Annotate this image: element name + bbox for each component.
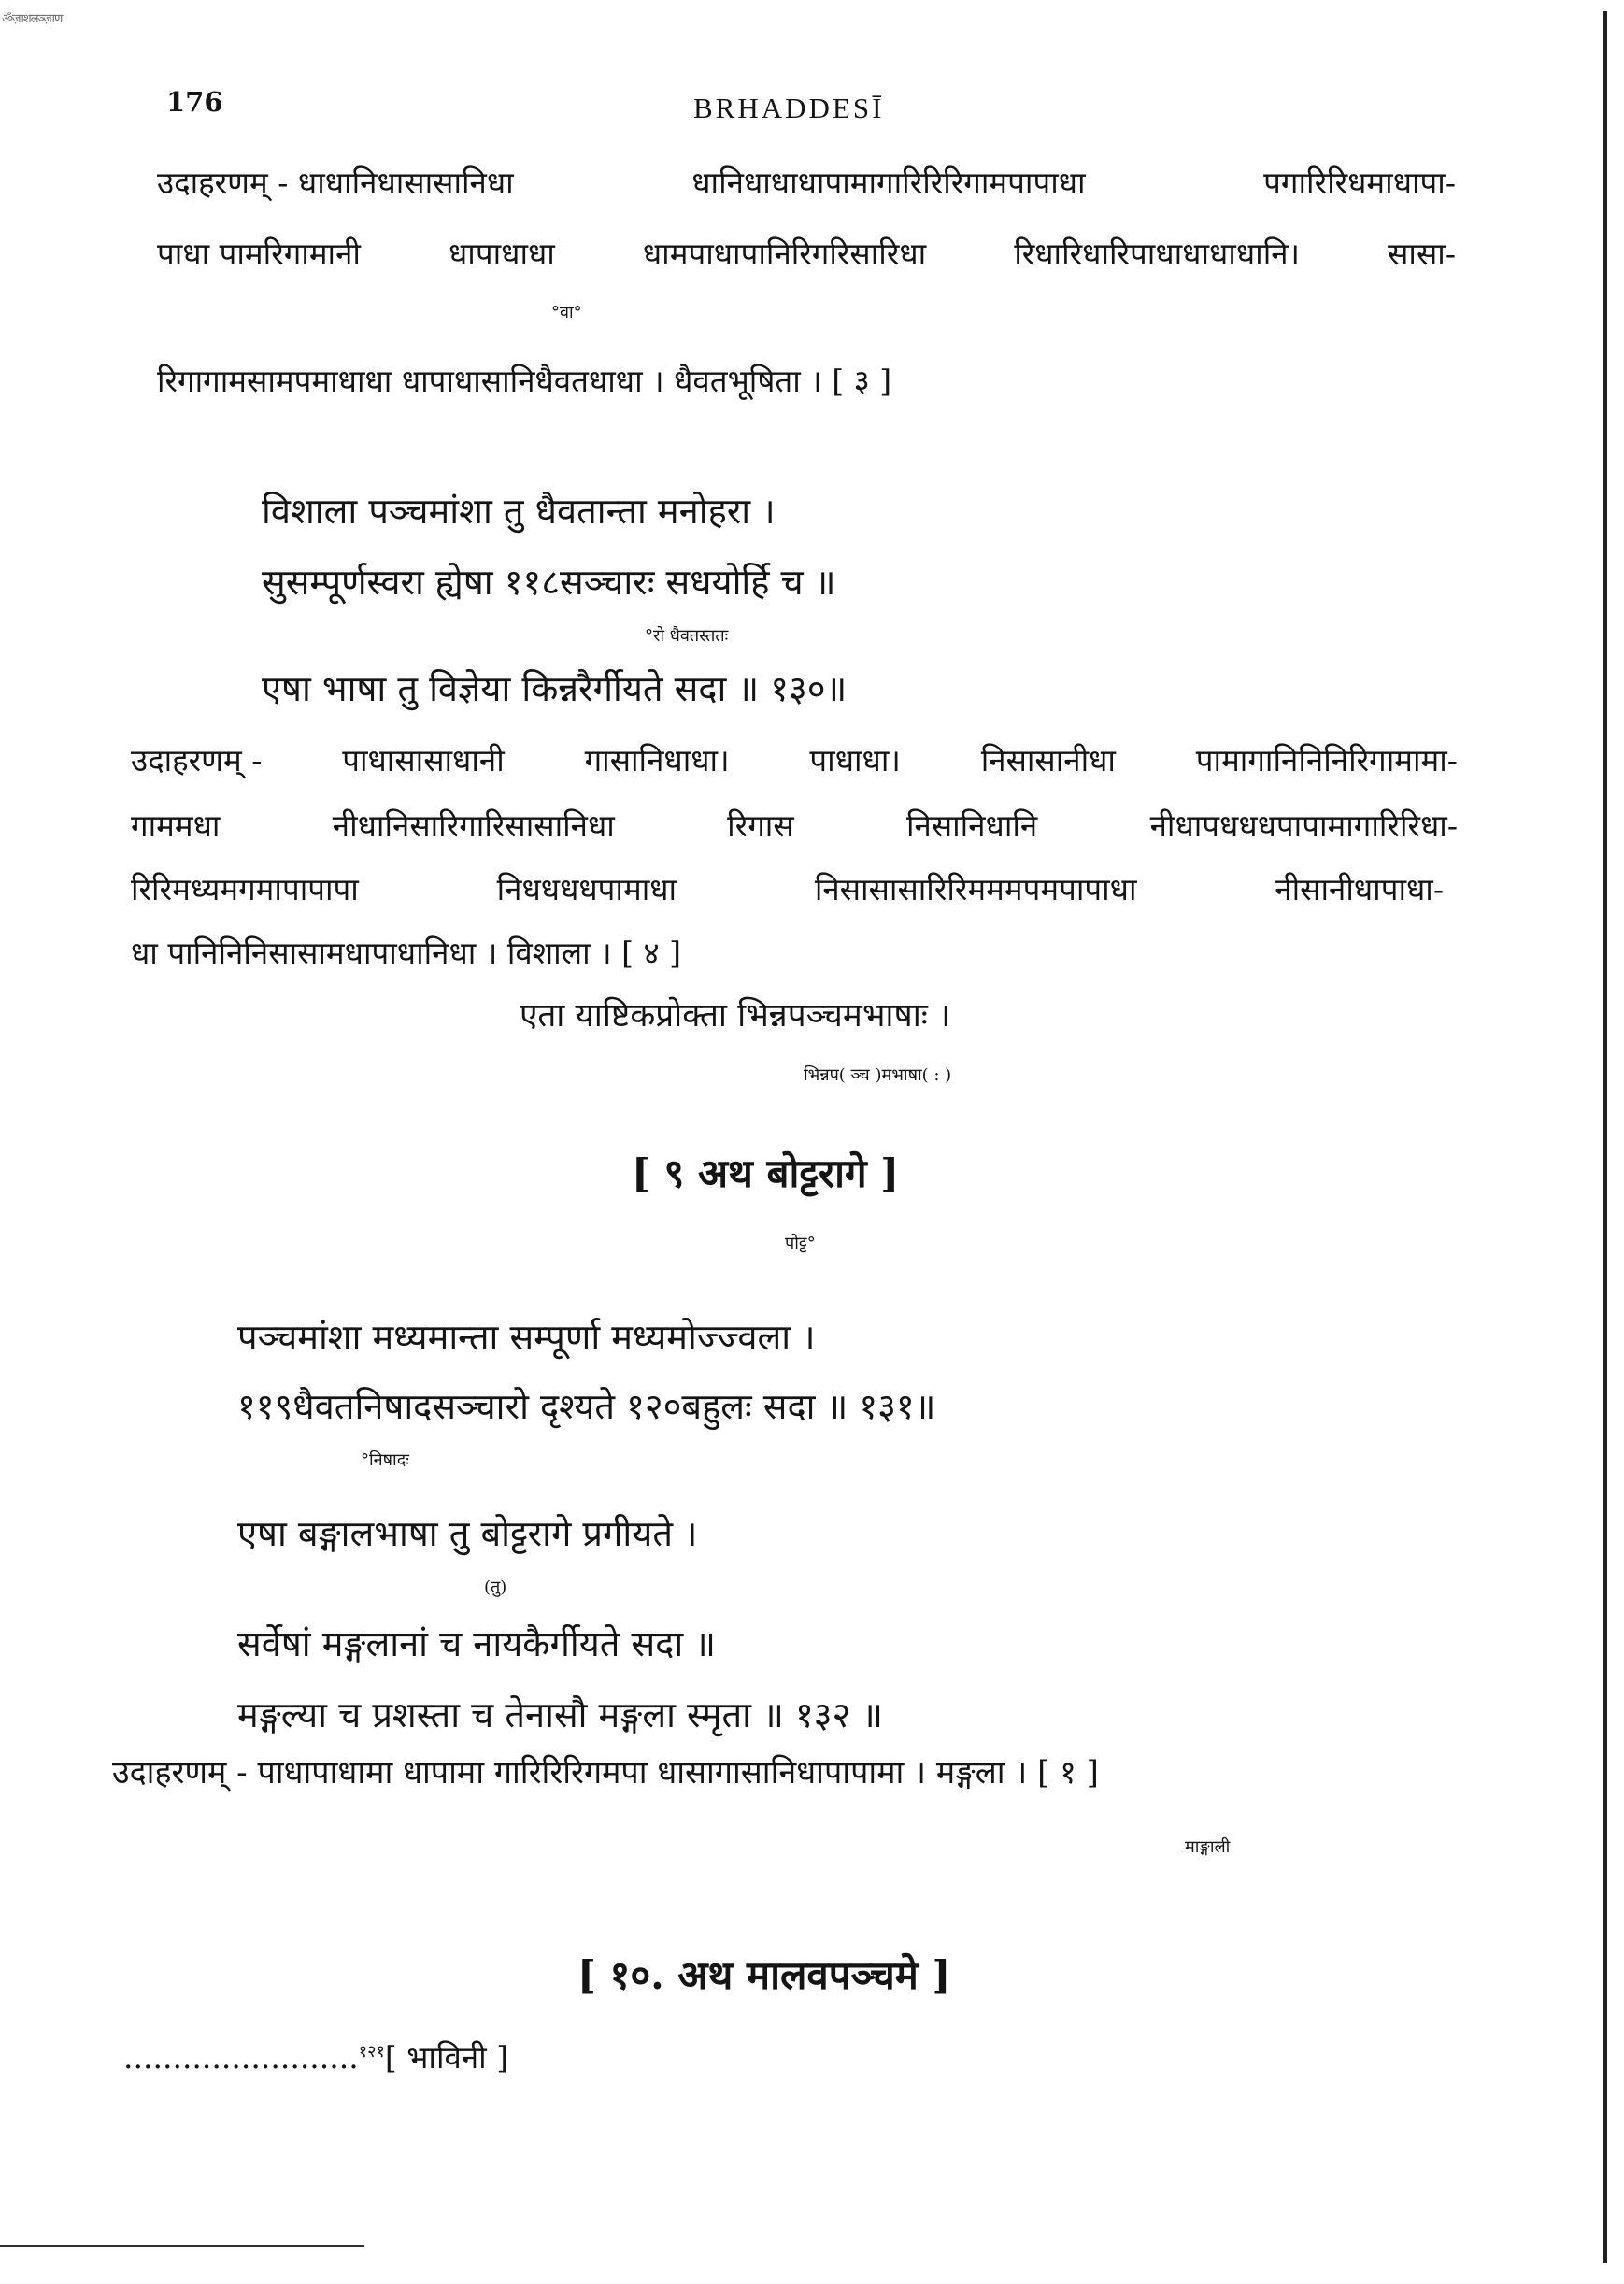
- verse-line: मङ्गल्या च प्रशस्ता च तेनासौ मङ्गला स्मृता ॥ १३२ ॥: [237, 1694, 884, 1735]
- text-segment: नीसानीधापाधा-: [1275, 871, 1444, 907]
- text-segment: गाममधा: [131, 807, 221, 844]
- text-segment: पामागानिनिनिरिगामामा-: [1195, 742, 1458, 778]
- text-segment: नीधानिसारिगारिसासानिधा: [332, 807, 615, 844]
- text-segment: सासा-: [1388, 236, 1456, 272]
- text-segment: निसासासारिरिमममपमपापाधा: [814, 871, 1137, 907]
- text-segment: निसासानीधा: [980, 742, 1116, 778]
- verse-line: पञ्चमांशा मध्यमान्ता सम्पूर्णा मध्यमोज्ज्वला ।: [237, 1317, 816, 1358]
- example-2-line-3: [131, 867, 1444, 909]
- variant-note: °रो धैवतस्ततः: [645, 626, 729, 646]
- closing-line: एता याष्टिकप्रोक्ता भिन्नपञ्चमभाषाः ।: [520, 997, 951, 1035]
- right-margin-rule: [1603, 11, 1607, 2263]
- variant-note: माङ्गाली: [1185, 1837, 1231, 1857]
- variant-note: (तु): [484, 1577, 507, 1597]
- text-segment: रिरिमध्यमगमापापापा: [131, 871, 359, 907]
- text-segment: गासानिधाधा।: [584, 742, 730, 778]
- example-2-line-4: धा पानिनिनिसासामधापाधानिधा । विशाला । [ ४ ]: [131, 935, 681, 971]
- verse-line: विशाला पञ्चमांशा तु धैवतान्ता मनोहरा ।: [262, 491, 776, 532]
- text-segment: नीधापधधधपापामागारिरिधा-: [1149, 807, 1458, 844]
- ellipsis-dots: ........................: [123, 2039, 359, 2076]
- text-segment: उदाहरणम् -: [131, 742, 263, 778]
- text-segment: पगारिरिधमाधापा-: [1263, 164, 1456, 201]
- text-segment: पाधाधा।: [809, 742, 901, 778]
- example-2-line-1: [131, 738, 1458, 780]
- text-segment: पाधा पामरिगामानी: [157, 236, 361, 272]
- variant-note: °निषादः: [361, 1450, 409, 1470]
- lacuna-line: [123, 2035, 508, 2077]
- variant-note: पोट्ट°: [785, 1234, 816, 1253]
- example-1-line-1: [157, 161, 1456, 203]
- scan-corner-marks: ॐज़ाशलञ्ज़ाण: [2, 12, 63, 26]
- verse-line: एषा भाषा तु विज्ञेया किन्नरैर्गीयते सदा ॥ १३०॥: [262, 668, 848, 709]
- text-segment: उदाहरणम् - धाधानिधासासानिधा: [157, 164, 514, 201]
- verse-line: सुसम्पूर्णस्वरा ह्येषा ११८सञ्चारः सधयोर्हि च ॥: [262, 562, 836, 603]
- section-heading: [ १०. अथ मालवपञ्चमे ]: [577, 1952, 951, 1998]
- text-segment: रिगास: [727, 807, 794, 844]
- example-1-line-3: रिगागामसामपमाधाधा धापाधासानिधैवतधाधा । धैवतभूषिता । [ ३ ]: [157, 363, 892, 399]
- example-1-line-2: [157, 232, 1456, 274]
- bottom-left-rule: [0, 2245, 364, 2247]
- section-heading: [ ९ अथ बोट्टरागे ]: [632, 1150, 900, 1196]
- example-3-line-1: उदाहरणम् - पाधापाधामा धापामा गारिरिरिगमपा धासागासानिधापापामा । मङ्गला । [ १ ]: [112, 1754, 1099, 1792]
- verse-line: एषा बङ्गालभाषा तु बोट्टरागे प्रगीयते ।: [237, 1513, 698, 1554]
- lacuna-bracket: [ भाविनी ]: [384, 2039, 509, 2076]
- footnote-number: १२१: [358, 2042, 385, 2062]
- variant-note: °वा°: [551, 303, 582, 322]
- text-segment: निधधधधपामाधा: [496, 871, 677, 907]
- running-head: BRHADDESĪ: [693, 92, 885, 124]
- text-segment: धामपाधापानिरिगरिसारिधा: [642, 236, 927, 272]
- text-segment: पाधासासाधानी: [342, 742, 505, 778]
- page-number: 176: [166, 86, 223, 118]
- verse-line: ११९धैवतनिषादसञ्चारो दृश्यते १२०बहुलः सदा ॥ १३१॥: [237, 1386, 936, 1427]
- example-2-line-2: [131, 804, 1458, 846]
- variant-note: भिन्नप( ञ्च )मभाषा( : ): [804, 1065, 952, 1085]
- verse-line: सर्वेषां मङ्गलानां च नायकैर्गीयते सदा ॥: [237, 1623, 717, 1664]
- text-segment: निसानिधानि: [905, 807, 1038, 844]
- text-segment: धानिधाधाधापामागारिरिरिगामपापाधा: [691, 164, 1086, 201]
- text-segment: रिधारिधारिपाधाधाधाधानि।: [1014, 236, 1301, 272]
- text-segment: धापाधाधा: [449, 236, 555, 272]
